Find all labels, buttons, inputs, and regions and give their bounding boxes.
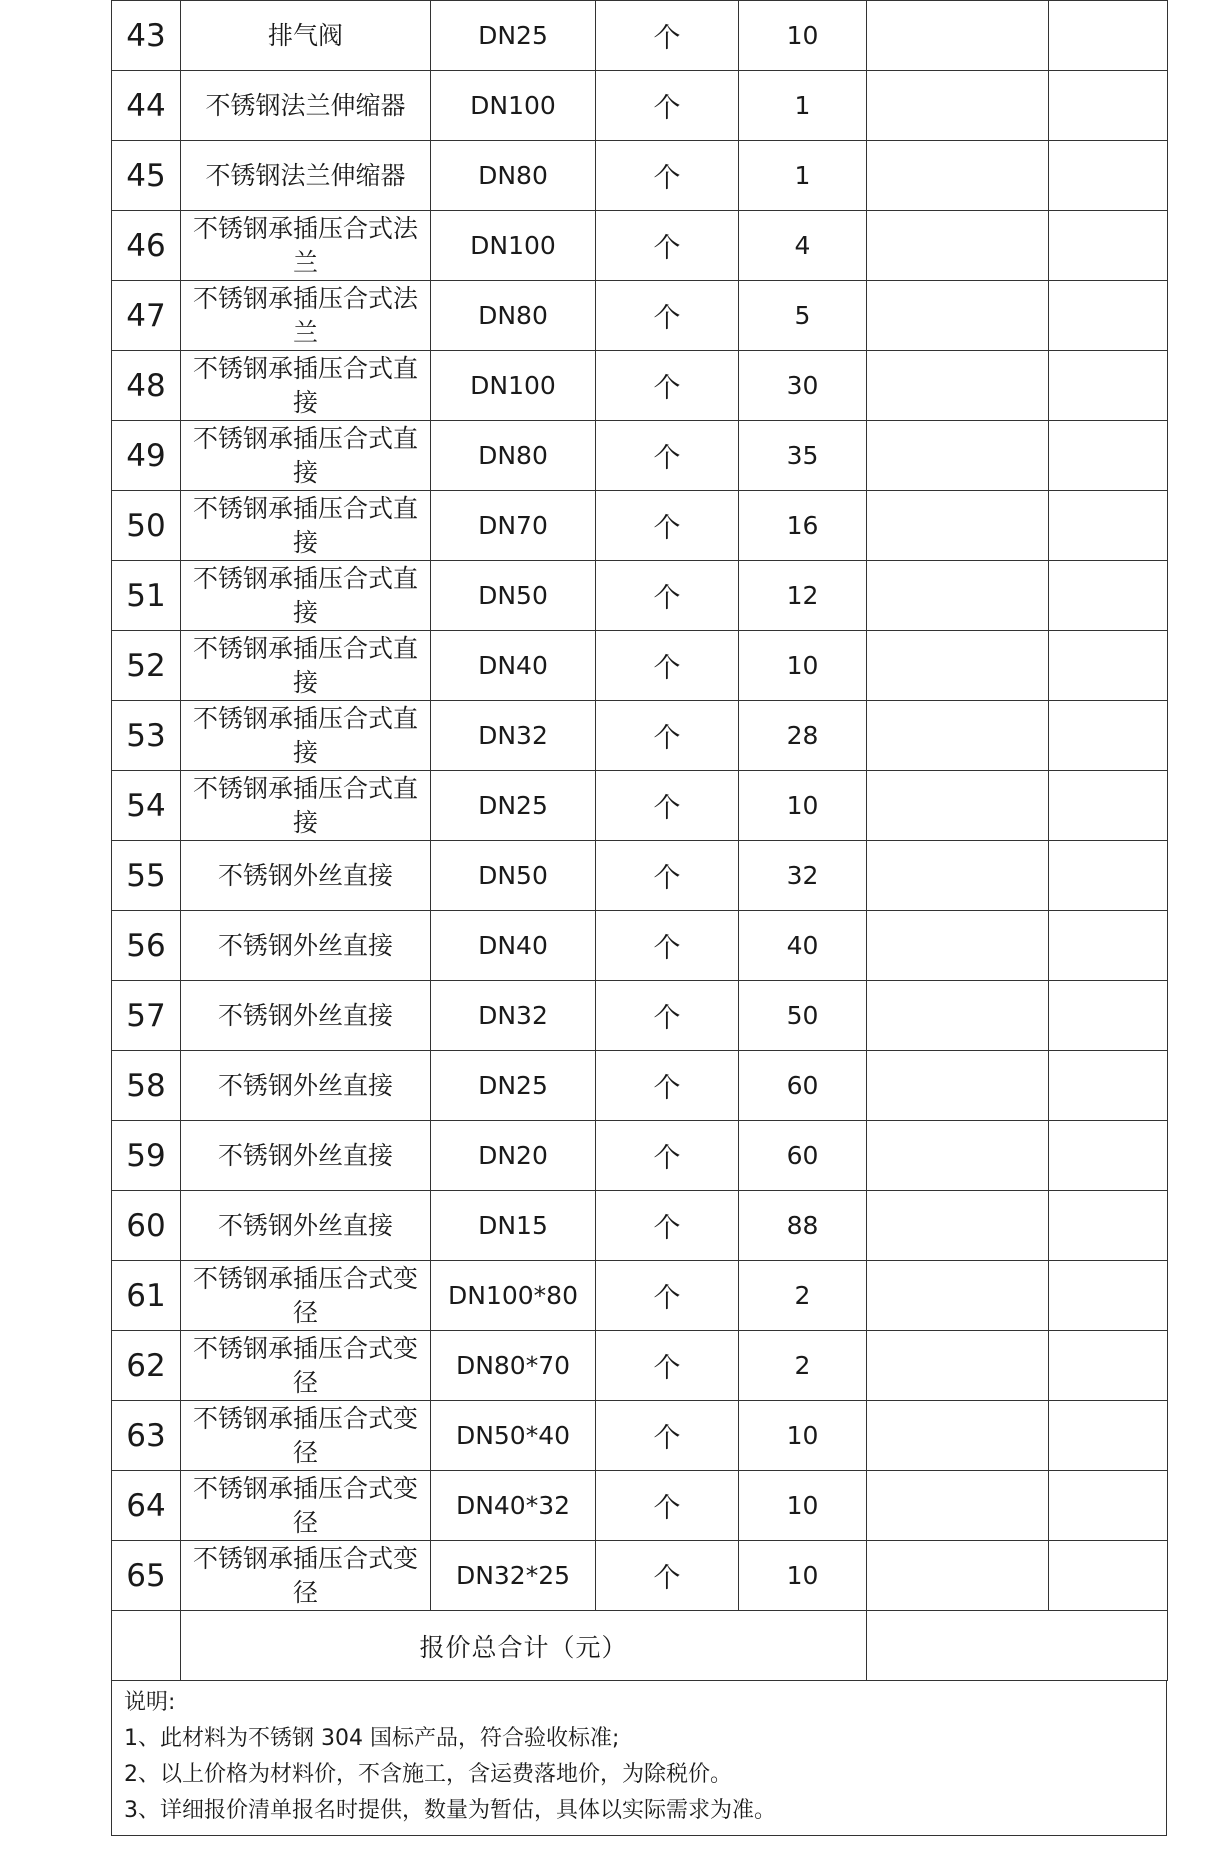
item-unit: 个 — [596, 1471, 739, 1541]
item-quantity: 12 — [739, 561, 867, 631]
item-spec: DN80 — [431, 421, 596, 491]
item-name: 不锈钢法兰伸缩器 — [181, 141, 431, 211]
row-number: 50 — [112, 491, 181, 561]
subtotal-cell — [1049, 981, 1168, 1051]
row-number: 59 — [112, 1121, 181, 1191]
item-name: 不锈钢承插压合式变径 — [181, 1401, 431, 1471]
item-name: 不锈钢承插压合式直接 — [181, 351, 431, 421]
subtotal-cell — [1049, 141, 1168, 211]
row-number: 64 — [112, 1471, 181, 1541]
item-quantity: 88 — [739, 1191, 867, 1261]
table-row — [112, 421, 1168, 491]
table-body — [112, 1, 1168, 1611]
row-number: 57 — [112, 981, 181, 1051]
unit-price-cell — [867, 1331, 1049, 1401]
item-name: 不锈钢承插压合式法兰 — [181, 281, 431, 351]
item-unit: 个 — [596, 491, 739, 561]
subtotal-cell — [1049, 351, 1168, 421]
total-amount-cell — [867, 1611, 1168, 1681]
row-number: 46 — [112, 211, 181, 281]
item-quantity: 50 — [739, 981, 867, 1051]
item-name: 排气阀 — [181, 1, 431, 71]
item-unit: 个 — [596, 1261, 739, 1331]
item-name: 不锈钢外丝直接 — [181, 911, 431, 981]
unit-price-cell — [867, 141, 1049, 211]
subtotal-cell — [1049, 911, 1168, 981]
item-spec: DN100*80 — [431, 1261, 596, 1331]
row-number: 56 — [112, 911, 181, 981]
item-spec: DN50 — [431, 841, 596, 911]
item-spec: DN25 — [431, 1, 596, 71]
item-unit: 个 — [596, 351, 739, 421]
row-number: 49 — [112, 421, 181, 491]
unit-price-cell — [867, 1191, 1049, 1261]
total-blank-cell — [112, 1611, 181, 1681]
item-spec: DN32*25 — [431, 1541, 596, 1611]
unit-price-cell — [867, 71, 1049, 141]
item-quantity: 5 — [739, 281, 867, 351]
table-row — [112, 771, 1168, 841]
item-quantity: 1 — [739, 71, 867, 141]
subtotal-cell — [1049, 1051, 1168, 1121]
item-name: 不锈钢承插压合式变径 — [181, 1471, 431, 1541]
row-number: 65 — [112, 1541, 181, 1611]
table-row — [112, 1541, 1168, 1611]
subtotal-cell — [1049, 71, 1168, 141]
row-number: 61 — [112, 1261, 181, 1331]
item-unit: 个 — [596, 981, 739, 1051]
notes-section — [111, 1681, 1167, 1836]
unit-price-cell — [867, 1401, 1049, 1471]
row-number: 44 — [112, 71, 181, 141]
table-row — [112, 1401, 1168, 1471]
unit-price-cell — [867, 281, 1049, 351]
item-name: 不锈钢外丝直接 — [181, 1191, 431, 1261]
item-name: 不锈钢承插压合式直接 — [181, 421, 431, 491]
item-name: 不锈钢承插压合式变径 — [181, 1261, 431, 1331]
unit-price-cell — [867, 1051, 1049, 1121]
unit-price-cell — [867, 351, 1049, 421]
unit-price-cell — [867, 1121, 1049, 1191]
item-name: 不锈钢外丝直接 — [181, 841, 431, 911]
subtotal-cell — [1049, 771, 1168, 841]
table-row — [112, 1191, 1168, 1261]
row-number: 47 — [112, 281, 181, 351]
table-row — [112, 281, 1168, 351]
unit-price-cell — [867, 841, 1049, 911]
row-number: 63 — [112, 1401, 181, 1471]
subtotal-cell — [1049, 281, 1168, 351]
subtotal-cell — [1049, 701, 1168, 771]
table-row — [112, 71, 1168, 141]
item-unit: 个 — [596, 281, 739, 351]
item-spec: DN80*70 — [431, 1331, 596, 1401]
table-row — [112, 491, 1168, 561]
item-unit: 个 — [596, 1541, 739, 1611]
table-row — [112, 981, 1168, 1051]
item-spec: DN70 — [431, 491, 596, 561]
row-number: 58 — [112, 1051, 181, 1121]
item-unit: 个 — [596, 1121, 739, 1191]
item-name: 不锈钢承插压合式变径 — [181, 1541, 431, 1611]
unit-price-cell — [867, 631, 1049, 701]
item-name: 不锈钢法兰伸缩器 — [181, 71, 431, 141]
item-quantity: 2 — [739, 1261, 867, 1331]
subtotal-cell — [1049, 211, 1168, 281]
item-name: 不锈钢承插压合式法兰 — [181, 211, 431, 281]
table-row — [112, 1331, 1168, 1401]
item-spec: DN32 — [431, 981, 596, 1051]
table-row — [112, 141, 1168, 211]
row-number: 51 — [112, 561, 181, 631]
row-number: 60 — [112, 1191, 181, 1261]
item-spec: DN25 — [431, 1051, 596, 1121]
table-row — [112, 631, 1168, 701]
subtotal-cell — [1049, 631, 1168, 701]
item-name: 不锈钢承插压合式直接 — [181, 701, 431, 771]
subtotal-cell — [1049, 1331, 1168, 1401]
item-spec: DN100 — [431, 211, 596, 281]
item-unit: 个 — [596, 911, 739, 981]
item-unit: 个 — [596, 631, 739, 701]
unit-price-cell — [867, 491, 1049, 561]
item-unit: 个 — [596, 701, 739, 771]
item-quantity: 4 — [739, 211, 867, 281]
item-name: 不锈钢承插压合式变径 — [181, 1331, 431, 1401]
item-quantity: 10 — [739, 1541, 867, 1611]
item-spec: DN15 — [431, 1191, 596, 1261]
unit-price-cell — [867, 1261, 1049, 1331]
subtotal-cell — [1049, 1121, 1168, 1191]
item-unit: 个 — [596, 561, 739, 631]
item-unit: 个 — [596, 1331, 739, 1401]
item-quantity: 60 — [739, 1121, 867, 1191]
row-number: 45 — [112, 141, 181, 211]
item-quantity: 32 — [739, 841, 867, 911]
item-name: 不锈钢外丝直接 — [181, 981, 431, 1051]
item-quantity: 30 — [739, 351, 867, 421]
unit-price-cell — [867, 1471, 1049, 1541]
item-spec: DN40*32 — [431, 1471, 596, 1541]
subtotal-cell — [1049, 491, 1168, 561]
item-quantity: 28 — [739, 701, 867, 771]
unit-price-cell — [867, 211, 1049, 281]
note-line: 3、详细报价清单报名时提供，数量为暂估，具体以实际需求为准。 — [124, 1798, 776, 1823]
item-name: 不锈钢承插压合式直接 — [181, 491, 431, 561]
subtotal-cell — [1049, 1261, 1168, 1331]
subtotal-cell — [1049, 421, 1168, 491]
subtotal-cell — [1049, 1471, 1168, 1541]
unit-price-cell — [867, 701, 1049, 771]
table-row — [112, 1261, 1168, 1331]
row-number: 43 — [112, 1, 181, 71]
item-quantity: 10 — [739, 771, 867, 841]
quotation-table — [111, 0, 1168, 1681]
item-spec: DN80 — [431, 281, 596, 351]
item-unit: 个 — [596, 1401, 739, 1471]
table-row — [112, 1, 1168, 71]
item-unit: 个 — [596, 71, 739, 141]
item-quantity: 40 — [739, 911, 867, 981]
total-label: 报价总合计（元） — [181, 1611, 867, 1681]
item-quantity: 10 — [739, 1471, 867, 1541]
row-number: 62 — [112, 1331, 181, 1401]
item-spec: DN40 — [431, 631, 596, 701]
total-row — [112, 1611, 1168, 1681]
item-unit: 个 — [596, 1191, 739, 1261]
item-quantity: 10 — [739, 1401, 867, 1471]
unit-price-cell — [867, 911, 1049, 981]
item-spec: DN32 — [431, 701, 596, 771]
item-unit: 个 — [596, 421, 739, 491]
item-unit: 个 — [596, 1, 739, 71]
item-spec: DN50*40 — [431, 1401, 596, 1471]
item-unit: 个 — [596, 841, 739, 911]
item-name: 不锈钢承插压合式直接 — [181, 771, 431, 841]
unit-price-cell — [867, 1, 1049, 71]
row-number: 52 — [112, 631, 181, 701]
item-name: 不锈钢外丝直接 — [181, 1121, 431, 1191]
subtotal-cell — [1049, 841, 1168, 911]
table-row — [112, 351, 1168, 421]
notes-title: 说明: — [124, 1690, 176, 1715]
item-quantity: 16 — [739, 491, 867, 561]
unit-price-cell — [867, 421, 1049, 491]
row-number: 48 — [112, 351, 181, 421]
note-line: 2、以上价格为材料价，不含施工，含运费落地价，为除税价。 — [124, 1762, 732, 1787]
table-row — [112, 841, 1168, 911]
row-number: 53 — [112, 701, 181, 771]
item-quantity: 1 — [739, 141, 867, 211]
item-spec: DN20 — [431, 1121, 596, 1191]
note-line: 1、此材料为不锈钢 304 国标产品，符合验收标准; — [124, 1726, 620, 1751]
item-unit: 个 — [596, 141, 739, 211]
table-row — [112, 211, 1168, 281]
item-quantity: 35 — [739, 421, 867, 491]
table-row — [112, 1121, 1168, 1191]
item-quantity: 60 — [739, 1051, 867, 1121]
table-row — [112, 561, 1168, 631]
item-name: 不锈钢外丝直接 — [181, 1051, 431, 1121]
subtotal-cell — [1049, 561, 1168, 631]
item-spec: DN40 — [431, 911, 596, 981]
subtotal-cell — [1049, 1, 1168, 71]
item-quantity: 10 — [739, 1, 867, 71]
unit-price-cell — [867, 1541, 1049, 1611]
item-unit: 个 — [596, 211, 739, 281]
item-spec: DN100 — [431, 71, 596, 141]
item-name: 不锈钢承插压合式直接 — [181, 631, 431, 701]
item-spec: DN50 — [431, 561, 596, 631]
row-number: 55 — [112, 841, 181, 911]
item-spec: DN100 — [431, 351, 596, 421]
unit-price-cell — [867, 981, 1049, 1051]
table-row — [112, 1471, 1168, 1541]
unit-price-cell — [867, 771, 1049, 841]
subtotal-cell — [1049, 1191, 1168, 1261]
row-number: 54 — [112, 771, 181, 841]
subtotal-cell — [1049, 1401, 1168, 1471]
subtotal-cell — [1049, 1541, 1168, 1611]
item-name: 不锈钢承插压合式直接 — [181, 561, 431, 631]
quotation-sheet — [111, 0, 1167, 1836]
item-unit: 个 — [596, 771, 739, 841]
item-spec: DN25 — [431, 771, 596, 841]
item-quantity: 2 — [739, 1331, 867, 1401]
item-unit: 个 — [596, 1051, 739, 1121]
unit-price-cell — [867, 561, 1049, 631]
table-row — [112, 1051, 1168, 1121]
table-row — [112, 911, 1168, 981]
table-row — [112, 701, 1168, 771]
item-quantity: 10 — [739, 631, 867, 701]
item-spec: DN80 — [431, 141, 596, 211]
